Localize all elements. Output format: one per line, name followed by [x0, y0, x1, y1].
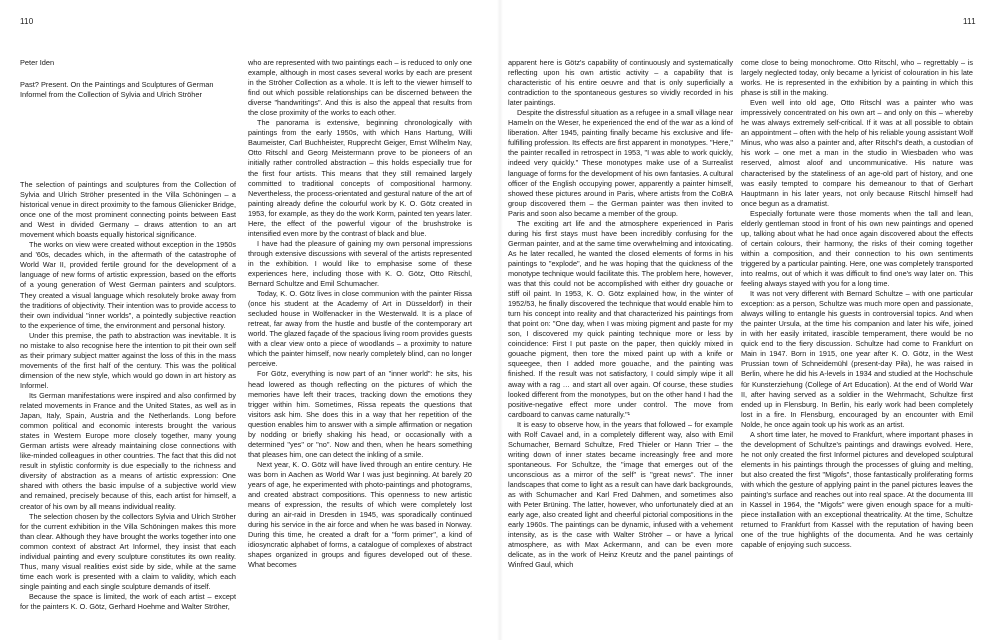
paragraph: The exciting art life and the atmosphere experienced in Paris during his first stays must have been incredibly confusing for the German painter, and at the same time overwhelming and intoxicating. As he later recalled, he wanted the closed elements of forms in his paintings to "explode", and he was hoping that the quickness of the monotype technique would facilitate this. The problem here, however, was that this could not be accomplished with either dry gouache or stiff oil paint. In 1953, K. O. Götz explained how, in the winter of 1952/53, he finally discovered the technique that would enable him to turn his concept into reality and that characterized his paintings from that point on: "One day, when I was mixing pigment and paste for my son, I discovered my quick painting technique more or less by coincidence: First I put paste on the paper, then quickly mixed in gouache pigment, then tore the mixed paint up with a knife or squeegee, then I added more gouache, and the painting was finished. If the result was not satisfactory, I could simply wipe it all away with a rag … and start all over again. Of course, these studies looked different from the monotypes, but on the other hand I had the positive-negative effect more under control. The move from cardboard to canvas came naturally."¹ [508, 218, 733, 419]
text-column-2 [248, 58, 472, 570]
right-page-number: 111 [963, 17, 976, 26]
paragraph: Even well into old age, Otto Ritschl was a painter who was impressively concentrated on his own art – and only on this – whereby he was always extremely self-critical. If it was at all possible to obtain an appointment – often with the help of his reliable young assistant Wolf Minus, who was also a painter and, after Ritschl's death, a custodian of his work – one met a man in the studio in Wiesbaden who was reserved, almost aloof and uncommunicative. His nature was characterised by the stateliness of an age-old part of history, and one was easily tempted to compare his demeanour to that of Gerhart Hauptmann in his later years, not only because Ritschl himself had once begun as a dramatist. [741, 98, 973, 208]
left-page-number: 110 [20, 17, 34, 26]
paragraph: It is easy to observe how, in the years that followed – for example with Rolf Cavael and, in a completely different way, also with Emil Schumacher, Bernard Schultze, Fred Thieler or Hann Trier – the writing down of inner states became increasingly free and more spontaneous. For Schultze, the "image that emerges out of the unconscious as a mirror of the self" is "great news". The inner landscapes that come to light as a result can have dark backgrounds, as with Schumacher and Karl Fred Dahmen, and sometimes also with Peter Brüning. The latter, however, who unfortunately died at an early age, also created light and cheerful pictorial compositions in the early 1960s. The paintings can be dynamic, infused with a vehement intensity, as is the case with Walter Ströher – or have a lyrical atmosphere, as with Max Ackermann, and can be even more delicate, as in the work of Heinz Kreutz and the panel paintings of Winfred Gaul, which [508, 419, 733, 570]
paragraph: Especially fortunate were those moments when the tall and lean, elderly gentleman stood in front of his own new paintings and opened up, talking about what he had once again discovered about the effects of certain colours, their harmony, the risks of their coming together within a composition, and their connection to his own sentiments triggered by a particular painting. Here, one was completely transported into realms, out of which it was difficult to find one's way later on. This feeling always stayed with you for a long time. [741, 208, 973, 289]
paragraph: The selection of paintings and sculptures from the Collection of Sylvia and Ulrich Ströher presented in the Villa Schöningen – a historical venue in direct proximity to the famous Glienicker Bridge, once one of the most prominent connecting points between East and West in divided Germany – draws attention to an art movement which boasts equally historical significance. [20, 180, 236, 240]
paragraph: I have had the pleasure of gaining my own personal impressions through extensive discussions with several of the artists represented in the exhibition. I would like to emphasise some of these experiences here, including those with K. O. Götz, Otto Ritschl, Bernard Schultze and Emil Schumacher. [248, 238, 472, 289]
paragraph: The panorama is extensive, beginning chronologically with paintings from the early 1950s, with which Hans Hartung, Willi Baumeister, Carl Buchheister, Rupprecht Geiger, Ernst Wilhelm Nay, Otto Ritschl and Georg Meistermann prove to be pioneers of an initially rather controlled abstraction – this holds especially true for the first four artists. This means that they still remained largely committed to traditional concepts of compositional harmony. Nevertheless, the process-orientated and gestural nature of the art of painting already define the colourful work by K. O. Götz created in 1953, for example, as they do the work Korm, painted ten years later. Here, the effect of the powerful vigour of the brushstroke is intensified even more by the contrast of black and blue. [248, 118, 472, 238]
paragraph: Under this premise, the path to abstraction was inevitable. It is no mistake to also recognise here the intention to pit their own self as their primary subject matter against the loss of this in the mass movements of the first half of the century. This was the political dimension of the new style, which would go down in art history as Informel. [20, 330, 236, 390]
paragraph: come close to being monochrome. Otto Ritschl, who – regrettably – is largely neglected today, only became a lyricist of colouration in his late works. He is represented in the exhibition by a painting in which this phase is still in the making. [741, 58, 973, 98]
paragraph: It was not very different with Bernard Schultze – with one particular exception: as a person, Schultze was much more open and passionate, always willing to entangle his guests in controversial topics. And when the painter Ursula, at the time his companion and later his wife, joined in with her easily irritated, irascible temperament, there would be no quick end to the fiery discussion. Schultze had come to Frankfurt on Main in 1947. Born in 1915, one year after K. O. Götz, in the West Prussian town of Schneidemühl (present-day Piła), he was raised in Berlin, where he did his A-levels in 1934 and studied at the Hochschule für Kunsterziehung (College of Art Education). At the end of World War II, after having served as a soldier in the Wehrmacht, Schultze first ended up in Flensburg. In Berlin, his early work had been completely lost in a fire. In Flensburg, encouraged by an encounter with Emil Nolde, he once again took up his work as an artist. [741, 289, 973, 429]
paragraph: For Götz, everything is now part of an "inner world": he sits, his head lowered as though reflecting on the pictures of which the memories have left their traces, tracking down the emotions they trigger within him. Sometimes, Rissa repeats the questions that visitors ask him. She does this in a way that her repetition of the question enables him to answer with a simple affirmation or negation by nodding or briefly shaking his head, or occasionally with a determined "yes" or "no". Now and then, when he hears something that pleases him, one can detect the inkling of a smile. [248, 369, 472, 459]
paragraph: Next year, K. O. Götz will have lived through an entire century. He was born in Aachen as World War I was just beginning. At barely 20 years of age, he experimented with photo-paintings and photograms, and created abstract compositions. This openness to new artistic means of expression, the results of which were completely lost during an air-raid in Dresden in 1945, was sporadically continued during his service in the air force and when he was based in Norway. During this time, he created a draft for a "form primer", a kind of idiosyncratic alphabet of forms, a catalogue of complexes of abstract shapes organized in groups and figures developed out of these. What becomes [248, 459, 472, 570]
paragraph: A short time later, he moved to Frankfurt, where important phases in the development of Schultze's paintings and drawings evolved. Here, he not only created the first Informel pictures and developed sculptural elements in his paintings through the processes of gluing and melting, but also created the first "Migofs", those fantastically proliferating forms with which the gesture of applying paint in the panel pictures leaves the painting's surface and reaches out into real space. At the documenta III in Kassel in 1964, the "Migofs" were given enough space for a multi-piece installation with an exceptional theatricality. At the time, Schultze returned to Frankfurt from Kassel with the reputation of having been one of the true highlights of the documenta. And he was certainly capable of enjoying such success. [741, 429, 973, 550]
paragraph: Today, K. O. Götz lives in close communion with the painter Rissa (once his student at the Academy of Art in Düsseldorf) in their secluded house in Wolfenacker in the Westerwald. It is a place of retreat, far away from the hustle and bustle of the contemporary art world. The glazed façade of the spacious living room provides guests with a clear view onto a piece of woodlands – a proximity to nature which the painter himself, now nearly completely blind, can no longer perceive. [248, 289, 472, 369]
paragraph: apparent here is Götz's capability of continuously and systematically reflecting upon his own artistic activity – a capability that is characteristic of his entire oeuvre and that is only superficially a contradiction to the spontaneous gestures so vividly recorded in his later paintings. [508, 58, 733, 108]
text-column-1 [20, 180, 236, 612]
paragraph: Despite the distressful situation as a refugee in a small village near Hameln on the Weser, he experienced the end of the war as a kind of liberation. After 1945, painting finally became his exclusive and life-fulfilling profession. Its effects are first apparent in monotypes. "Here," the painter recalled in retrospect in 1953, "I was able to work quickly, indeed very quickly." These monotypes make use of a Surrealist language of forms for the development of his own fantasies. A cultural officer of the English occupying power, apparently a painter himself, showed these pictures around in Paris, where artists from the CoBrA group discovered them – the German painter was then invited to Paris and soon also became a member of the group. [508, 108, 733, 218]
paragraph: Because the space is limited, the work of each artist – except for the painters K. O. Götz, Gerhard Hoehme and Walter Ströher, [20, 591, 236, 611]
paragraph: The selection chosen by the collectors Sylvia and Ulrich Ströher for the current exhibition in the Villa Schöningen makes this more than clear. Although they have brought the works together into one common context of abstract Art Informel, they insist that each individual painting and every sculpture constitutes its own reality. Thus, many visual realities exist side by side, while at the same time each work is presented with a claim to validity, which each single painting and each single sculpture demands of itself. [20, 511, 236, 591]
book-gutter [497, 0, 503, 640]
article-header [20, 58, 236, 100]
author-name: Peter Iden [20, 58, 55, 67]
text-column-3 [508, 58, 733, 570]
article-title: Past? Present. On the Paintings and Sculptures of German Informel from the Collection of Sylvia and Ulrich Ströher [20, 80, 214, 99]
text-column-4 [741, 58, 973, 550]
paragraph: The works on view were created without exception in the 1950s and '60s, decades which, in the aftermath of the catastrophe of World War II, provided fertile ground for the development of a language of new forms of artistic expression, based on the efforts of a young generation of West German painters and sculptors. They created a visual language which resolutely broke away from the traditions of objectivity. Their intention was to provide access to their own individual "inner worlds", a pointedly subjective reaction to the experience of time, the environment and personal history. [20, 240, 236, 330]
paragraph: who are represented with two paintings each – is reduced to only one example, although in most cases several works by each are present in the Ströher Collection as a whole. It is left to the viewer himself to find out which possible relationships can be discerned between the diverse "handwritings". And this is also the appeal that results from the close proximity of the works to each other. [248, 58, 472, 118]
paragraph: Its German manifestations were inspired and also confirmed by related movements in France and the United States, as well as in Japan, Italy, Spain, Austria and the Netherlands. Long before common political and economic interests brought the various states in Western Europe more closely together, many young German artists were already maintaining close connections with like-minded colleagues in other countries. The fact that this did not result in stylistic conformity is due especially to the richness and diversity of abstraction as a means of artistic expression: One shared with others the basic impulse of a subjective world view and remained, precisely because of this, each artist for himself, a creator of his own by all means individual reality. [20, 390, 236, 511]
